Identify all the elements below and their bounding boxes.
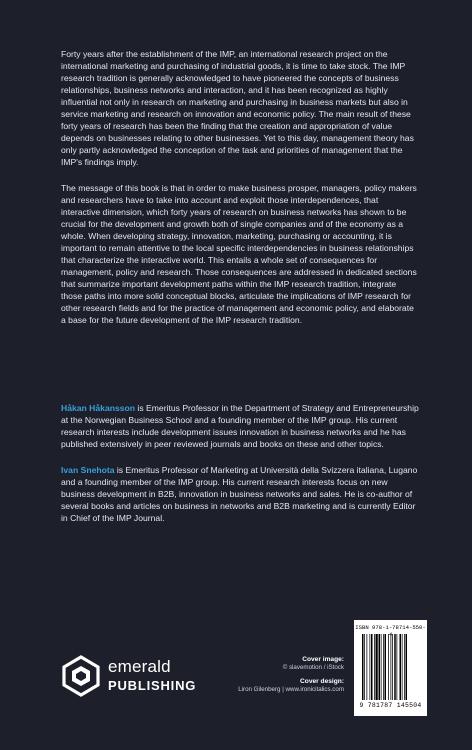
author-bio-hakansson bbox=[61, 402, 419, 450]
cover-image-credit: © slavemotion / iStock bbox=[282, 664, 344, 671]
barcode-bar bbox=[392, 634, 393, 700]
barcode-bar bbox=[400, 634, 402, 700]
barcode-bar bbox=[397, 634, 398, 700]
publisher-subname: PUBLISHING bbox=[108, 678, 197, 693]
barcode-digits: 9 781787 145504 bbox=[359, 702, 422, 709]
barcode-icon bbox=[362, 634, 420, 700]
blurb-paragraph-2: The message of this book is that in order to make business prosper, managers, policy makers and researchers have to take into account and exploit those interdependences, that interactive dimension, which forty years of research on business networks has shown to be crucial for the development and growth both of single companies and of the economy as a whole. When developing strategy, innovation, marketing, purchasing or accounting, it is important to remain attentive to the local specific interdependencies in business relationships that characterize the interactive world. This entails a whole set of consequences for management, policy and research. Those consequences are addressed in dedicated sections that summarize important development paths within the IMP research tradition, integrate those paths into more solid conceptual blocks, articulate the implications of IMP research for other research fields and for the practice of management and economic policy, and elaborate a base for the future development of the IMP research tradition. bbox=[61, 183, 417, 325]
barcode-bar bbox=[362, 634, 364, 700]
author-name: Ivan Snehota bbox=[61, 465, 115, 475]
cover-design-credit: Liron Gilenberg | www.ironicitalics.com bbox=[238, 686, 344, 693]
publisher-name: emerald bbox=[108, 657, 171, 676]
barcode-bar bbox=[383, 634, 384, 700]
barcode-bar bbox=[381, 634, 382, 700]
barcode-bar bbox=[402, 634, 403, 700]
cover-image-label: Cover image: bbox=[302, 656, 344, 663]
blurb bbox=[61, 48, 419, 340]
isbn-text: ISBN 978-1-78714-550-4 bbox=[355, 624, 426, 638]
barcode-bar bbox=[374, 634, 375, 700]
author-bio-text: is Emeritus Professor in the Department of Strategy and Entrepreneurship at the Norwegian Business School and a founding member of the IMP group. His current research interests include development issues innovation in business networks and he has published extensively in peer reviewed journals and books on these and other topics. bbox=[61, 403, 419, 449]
barcode-bar bbox=[370, 634, 371, 700]
cover-design-label: Cover design: bbox=[300, 678, 344, 685]
blurb-paragraph-1: Forty years after the establishment of the IMP, an international research project on the international marketing and purchasing of industrial goods, it is time to take stock. The IMP research tradition is generally acknowledged to have pioneered the concepts of business relationships, business networks and interaction, and it has been recognized as highly influential not only in research on marketing and purchasing in business markets but also in service marketing and research on innovation and economic policy. The main result of these forty years of research has been the finding that the creation and appropriation of value depends on businesses relating to other businesses. Yet to this day, management theory has only partly acknowledged the conception of the task and priorities of management that the IMP's findings imply. bbox=[61, 49, 414, 167]
cover-credits bbox=[238, 656, 344, 694]
publisher-logo bbox=[60, 655, 200, 697]
author-bios bbox=[61, 402, 419, 538]
author-bio-snehota bbox=[61, 464, 419, 524]
barcode-bar bbox=[391, 634, 392, 700]
barcode-bar bbox=[379, 634, 381, 700]
isbn-barcode bbox=[354, 620, 427, 716]
barcode-bar bbox=[367, 634, 368, 700]
barcode-bar bbox=[385, 634, 387, 700]
emerald-logo-icon bbox=[60, 655, 102, 697]
author-name: Håkan Håkansson bbox=[61, 403, 136, 413]
barcode-bar bbox=[388, 634, 389, 700]
barcode-bar bbox=[376, 634, 378, 700]
barcode-bar bbox=[404, 634, 405, 700]
author-bio-text: is Emeritus Professor of Marketing at Università della Svizzera italiana, Lugano and a founding member of the IMP group. His current research interests focus on new business development in B2B, innovation in business networks and sales. He is co-author of several books and articles on business in networks and B2B marketing and is currently Editor in Chief of the IMP Journal. bbox=[61, 465, 418, 523]
barcode-bar bbox=[394, 634, 396, 700]
barcode-bar bbox=[364, 634, 365, 700]
barcode-bar bbox=[406, 634, 408, 700]
barcode-bar bbox=[371, 634, 373, 700]
